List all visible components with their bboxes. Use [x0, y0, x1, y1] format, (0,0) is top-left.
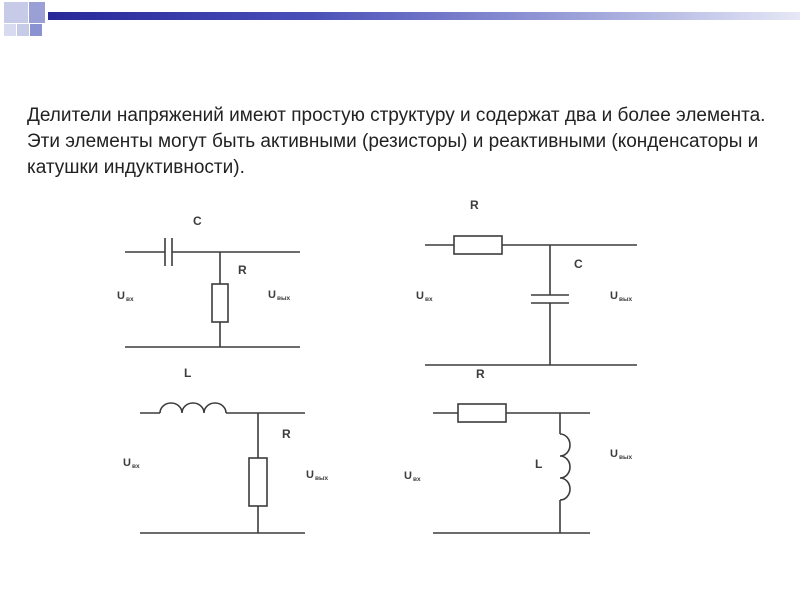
- series-label: L: [184, 366, 192, 380]
- input-voltage-subscript: вх: [126, 296, 134, 303]
- circuit-rl: [404, 367, 633, 533]
- resistor-symbol: [454, 236, 502, 254]
- output-voltage-label: U: [610, 290, 618, 302]
- circuit-lr: [123, 366, 329, 533]
- output-voltage-subscript: вых: [619, 296, 633, 303]
- shunt-label: C: [574, 257, 583, 271]
- circuit-cr: [117, 214, 300, 347]
- output-voltage-subscript: вых: [277, 295, 291, 302]
- shunt-label: R: [238, 263, 247, 277]
- input-voltage-subscript: вх: [413, 476, 421, 483]
- shunt-label: R: [282, 427, 291, 441]
- output-voltage-label: U: [610, 448, 618, 460]
- circuit-rc: [416, 198, 637, 365]
- output-voltage-label: U: [268, 289, 276, 301]
- resistor-symbol: [458, 404, 506, 422]
- input-voltage-label: U: [123, 457, 131, 469]
- input-voltage-subscript: вх: [132, 463, 140, 470]
- resistor-symbol: [212, 284, 228, 322]
- input-voltage-label: U: [404, 470, 412, 482]
- inductor-symbol: [560, 434, 570, 500]
- intro-paragraph: Делители напряжений имеют простую структуру и содержат два и более элемента. Эти элементы могут быть активными (резисторы) и реактивными (конденсаторы и катушки индуктивности).: [27, 105, 766, 178]
- output-voltage-label: U: [306, 469, 314, 481]
- series-label: R: [470, 198, 479, 212]
- series-label: R: [476, 367, 485, 381]
- input-voltage-label: U: [416, 290, 424, 302]
- output-voltage-subscript: вых: [619, 454, 633, 461]
- shunt-label: L: [535, 457, 543, 471]
- input-voltage-label: U: [117, 290, 125, 302]
- inductor-symbol: [160, 403, 226, 413]
- output-voltage-subscript: вых: [315, 475, 329, 482]
- series-label: C: [193, 214, 202, 228]
- resistor-symbol: [249, 458, 267, 506]
- input-voltage-subscript: вх: [425, 296, 433, 303]
